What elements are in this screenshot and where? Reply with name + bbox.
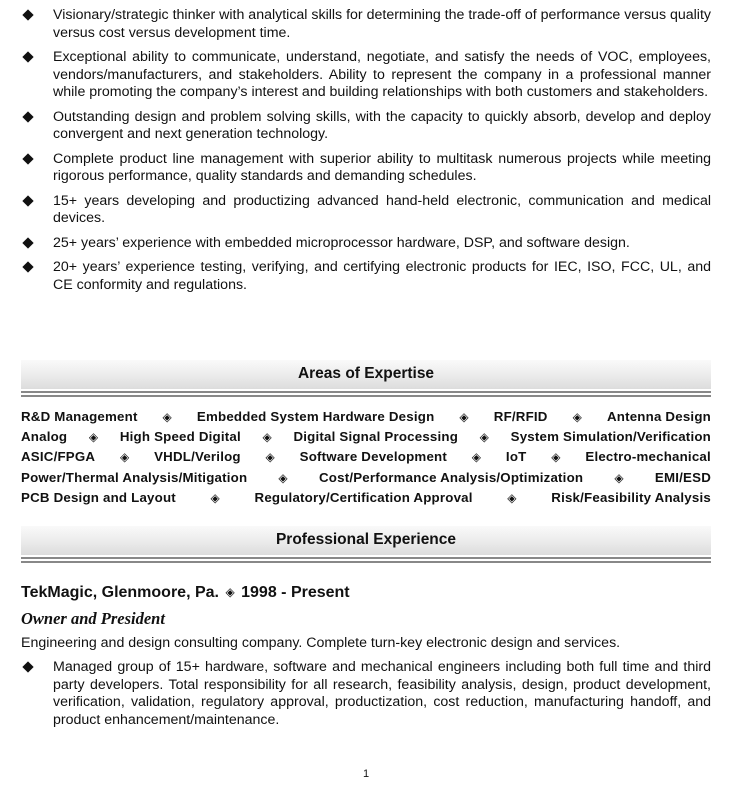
expertise-row — [21, 447, 711, 467]
expertise-item: Digital Signal Processing — [293, 429, 459, 445]
expertise-item: Antenna Design — [606, 409, 711, 424]
job-dates: 1998 - Present — [241, 584, 350, 601]
list-item: 25+ years’ experience with embedded microprocessor hardware, DSP, and software design. — [21, 235, 711, 253]
separator-icon: ◈ — [614, 470, 624, 485]
separator-icon: ◈ — [262, 430, 272, 445]
expertise-item: Power/Thermal Analysis/Mitigation — [21, 469, 248, 485]
section-title: Areas of Expertise — [297, 365, 435, 382]
expertise-item: PCB Design and Layout — [21, 489, 176, 505]
expertise-row — [21, 488, 711, 508]
list-item: Exceptional ability to communicate, understand, negotiate, and satisfy the needs of VOC, employees, vendors/manufacturers, and stakeholders. Ability to represent the company in a professional manner while promoting the company’s interest and building relationships with both customers and stakeholders. — [21, 49, 711, 102]
expertise-item: Analog — [21, 429, 68, 445]
separator-icon: ◈ — [459, 410, 469, 424]
list-item: Outstanding design and problem solving skills, with the capacity to quickly absorb, develop and deploy convergent and next generation technology. — [21, 109, 711, 144]
expertise-item: ASIC/FPGA — [21, 449, 96, 465]
expertise-item: Electro-mechanical — [585, 449, 711, 465]
job-title: Owner and President — [21, 609, 165, 628]
experience-section-header — [21, 526, 711, 568]
diamond-bullet-icon — [22, 661, 33, 672]
diamond-bullet-icon — [22, 261, 33, 272]
expertise-item: Cost/Performance Analysis/Optimization — [318, 469, 584, 485]
job-entry — [21, 581, 711, 729]
expertise-row — [21, 427, 711, 447]
section-title: Professional Experience — [275, 531, 457, 548]
separator-icon: ◈ — [210, 490, 220, 505]
diamond-bullet-icon — [22, 195, 33, 206]
diamond-bullet-icon — [22, 9, 33, 20]
expertise-item: EMI/ESD — [654, 469, 711, 485]
expertise-row — [21, 468, 711, 488]
separator-icon: ◈ — [265, 450, 275, 465]
expertise-section-header — [21, 360, 711, 402]
diamond-bullet-icon — [22, 51, 33, 62]
divider — [21, 561, 711, 563]
expertise-item: Embedded System Hardware Design — [196, 409, 435, 424]
list-item: 15+ years developing and productizing advanced hand-held electronic, communication and medical devices. — [21, 193, 711, 228]
list-item: Visionary/strategic thinker with analytical skills for determining the trade-off of performance versus quality versus cost versus development time. — [21, 7, 711, 42]
separator-icon: ◈ — [471, 450, 482, 465]
separator-icon: ◈ — [88, 430, 99, 445]
expertise-item: Software Development — [299, 449, 448, 465]
separator-icon: ◈ — [551, 450, 561, 465]
expertise-item: Risk/Feasibility Analysis — [551, 489, 711, 505]
separator-icon: ◈ — [225, 585, 235, 599]
list-item: 20+ years’ experience testing, verifying, and certifying electronic products for IEC, ISO, FCC, UL, and CE conformity and regulations. — [21, 259, 711, 294]
job-heading — [21, 581, 711, 604]
divider — [21, 391, 711, 393]
expertise-item: System Simulation/Verification — [510, 429, 711, 445]
divider — [21, 557, 711, 559]
expertise-item: RF/RFID — [493, 409, 548, 424]
divider — [21, 395, 711, 397]
expertise-item: IoT — [505, 449, 527, 465]
list-item: Managed group of 15+ hardware, software and mechanical engineers including both full time and third party developers. Total responsibility for all research, feasibility analysis, design, product development, verification, validation, regulatory approval, productization, cost reduction, manufacturing handoff, and product enhancement/maintenance. — [21, 659, 711, 729]
separator-icon: ◈ — [572, 410, 582, 424]
diamond-bullet-icon — [22, 153, 33, 164]
expertise-item: Regulatory/Certification Approval — [254, 489, 473, 505]
separator-icon: ◈ — [479, 430, 490, 445]
separator-icon: ◈ — [162, 410, 172, 424]
expertise-list — [21, 407, 711, 508]
separator-icon: ◈ — [119, 450, 130, 465]
summary-bullet-list — [21, 7, 711, 301]
diamond-bullet-icon — [22, 237, 33, 248]
job-bullet-list — [21, 659, 711, 729]
expertise-item: High Speed Digital — [119, 429, 241, 445]
list-item: Complete product line management with superior ability to multitask numerous projects while meeting rigorous performance, quality standards and demanding schedules. — [21, 151, 711, 186]
expertise-row — [21, 407, 711, 427]
separator-icon: ◈ — [278, 470, 288, 485]
expertise-item: R&D Management — [21, 409, 138, 424]
diamond-bullet-icon — [22, 111, 33, 122]
company-name: TekMagic, Glenmoore, Pa. — [21, 584, 219, 601]
separator-icon: ◈ — [507, 490, 517, 505]
page-number: 1 — [362, 768, 370, 780]
company-description: Engineering and design consulting company. Complete turn-key electronic design and services. — [21, 635, 621, 651]
expertise-item: VHDL/Verilog — [154, 449, 241, 465]
